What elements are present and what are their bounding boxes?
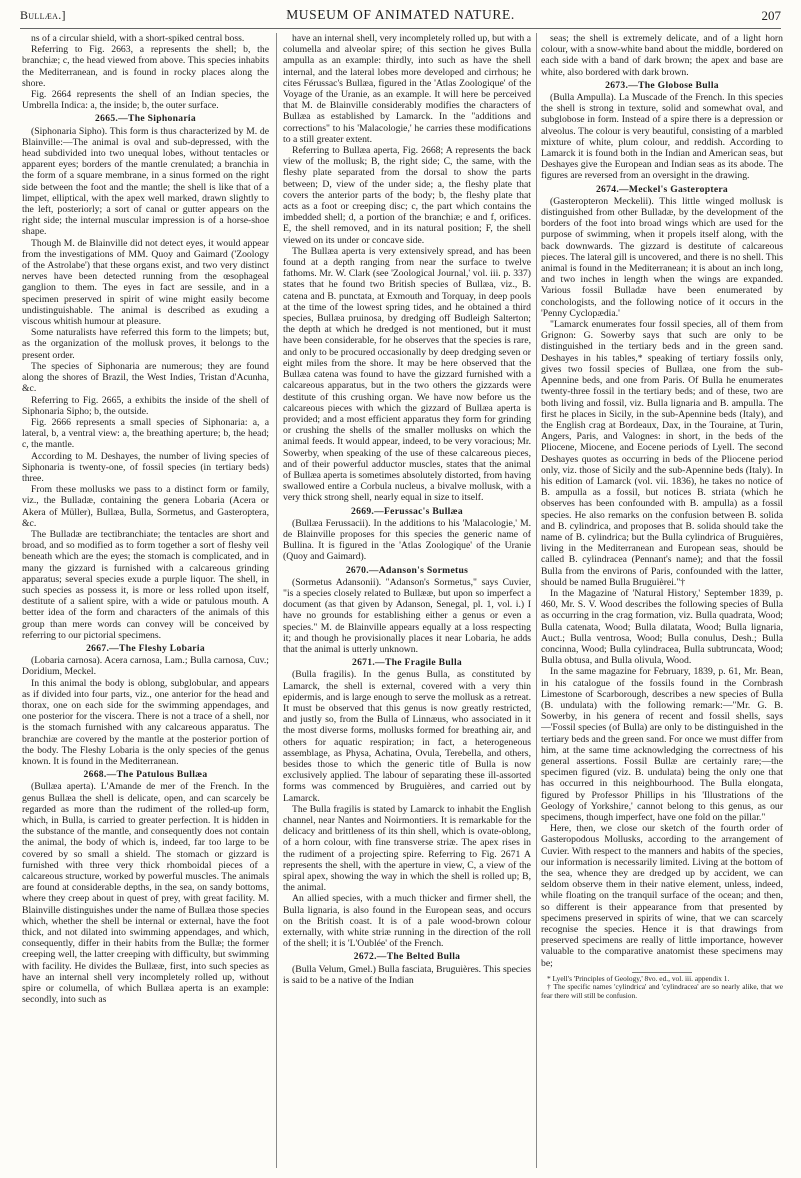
paragraph: The Bulladæ are tectibranchiate; the tentacles are short and broad, and so modified as to form together a sort of fleshy veil beneath which are the eyes; the stomach is complicated, and in many the gizzard is furnished with a calcareous grinding apparatus; several species exude a purple liquor. The shell, in such species as possess it, is more or less rolled upon itself, destitute of a salient spire, with a wide or patulous mouth. A better idea of the form and characters of the animals of this group than mere words can convey will be conceived by referring to our pictorial specimens. [22, 528, 269, 641]
paragraph: Referring to Fig. 2663, a represents the shell; b, the branchiæ; c, the head viewed from above. This species inhabits the Mediterranean, and is found in rocky places along the shore. [22, 44, 269, 89]
paragraph: The species of Siphonaria are numerous; they are found along the shores of Brazil, the West Indies, Tristan d'Acunha, &c. [22, 360, 269, 395]
section-heading: 2670.—Adanson's Sormetus [345, 564, 469, 576]
paragraph: In this animal the body is oblong, subglobular, and appears as if divided into four parts, viz., one anterior for the head and thorax, one on each side for the swimming appendages, and one posterior for the viscera. There is not a trace of a shell, nor is the stomach furnished with any calcareous apparatus. The branchiæ are covered by the mantle at the posterior portion of the body. The Fleshy Lobaria is the only species of the genus known. It is found in the Mediterranean. [22, 677, 269, 767]
paragraph: Some naturalists have referred this form to the limpets; but, as the organization of the mollusk proves, it belongs to the present order. [22, 327, 269, 361]
paragraph: Referring to Fig. 2665, a exhibits the inside of the shell of Siphonaria Sipho; b, the outside. [22, 394, 269, 417]
paragraph: (Sormetus Adansonii). "Adanson's Sormetus," says Cuvier, "is a species closely related to Bullææ, but upon so imperfect a document (as that given by Adanson, Senegal, pl. 1, vol. i.) I have no grounds for establishing either a genus or even a species." M. de Blainville appears equally at a loss respecting it; and though he provisionally places it near Lobaria, he adds that the animal is utterly unknown. [283, 576, 531, 655]
paragraph: (Bulla fragilis). In the genus Bulla, as constituted by Lamarck, the shell is external, covered with a very thin epidermis, and is large enough to serve the mollusk as a retreat. It must be observed that this genus is now greatly restricted, and justly so, from the Bulla of Linnæus, who associated in it the most diverse forms, mollusks formed for breathing air, and others for aquatic respiration; in fact, a heterogeneous assemblage, as Physa, Achatina, Ovula, Terebella, and others, besides those to which the generic title of Bulla is now exclusively applied. The labour of separating these ill-assorted forms was commenced by Bruguières, and carried out by Lamarck. [283, 669, 531, 804]
section-heading: 2674.—Meckel's Gasteroptera [595, 183, 729, 195]
section-heading: 2673.—The Globose Bulla [605, 79, 719, 91]
paragraph: "Lamarck enumerates four fossil species, all of them from Grignon: G. Sowerby says that such are only to be distinguished in the tertiary beds and in the green sand. Deshayes in his tables,* speaking of tertiary fossils only, gives two fossil species of Bullæa, one from the sub-Apennine beds, and one from Paris. Of Bulla he enumerates twenty-three fossil in the tertiary beds; and of these, two are both living and fossil, viz. Bulla lignaria and B. ampulla. The first he places in Sicily, in the sub-Apennine beds (Italy), and the English crag at Bordeaux, Dax, in the Touraine, at Turin, Angers, Paris, and Valognes: in short, in the beds of the Pliocene, Miocene, and Eocene periods of Lyell. The second Deshayes quotes as occurring in beds of the Pliocene period only, viz. those of Sicily and the sub-Apennine beds (Italy). In his edition of Lamarck (vol. vii. 1836), he takes no notice of B. ampulla as a fossil, but notices B. striata (which he observes has been confounded with B. ampulla) as a fossil species. He also remarks on the confusion between B. solida and B. cylindrica, and proposes that B. solida should take the name of B. cylindrica; but the Bulla cylindrica of Bruguières, living in the Mediterranean and European seas, should be called B. cylindracea (Pennant's name); and that the fossil Bulla from the environs of Paris, confounded with the latter, should be named Bulla Bruguièrei."† [541, 319, 783, 588]
paragraph: In the same magazine for February, 1839, p. 61, Mr. Bean, in his catalogue of the fossils found in the Cornbrash Limestone of Scarborough, describes a new species of Bulla (B. undulata) with the following remark:—"Mr. G. B. Sowerby, in his genera of recent and fossil shells, says—'Fossil species (of Bulla) are only to be distinguished in the tertiary beds and the green sand. For once we must differ from him, at the same time acknowledging the correctness of his general assertions. Fossil Bullæ are certainly rare;—the specimen figured (viz. B. undulata) being the only one that has occurred in this neighbourhood. The Bulla elongata, figured by Professor Phillips in his 'Illustrations of the Geology of Yorkshire,' cannot belong to this genus, as our specimens, though imperfect, have one fold on the pillar." [541, 666, 783, 824]
running-head-title: MUSEUM OF ANIMATED NATURE. [286, 7, 515, 22]
running-header [20, 6, 781, 28]
footnote: * Lyell's 'Principles of Geology,' 8vo. ed., vol. iii. appendix 1. [547, 973, 730, 983]
paragraph: Referring to Bullæa aperta, Fig. 2668; A represents the back view of the mollusk; B, the right side; C, the same, with the fleshy plate separated from the dorsal to show the parts between; D, view of the under side; a, the fleshy plate that covers the anterior parts of the body; b, the fleshy plate that acts as a foot or creeping disc; c, the part which contains the imbedded shell; d, a portion of the branchiæ; e and f, orifices. E, the shell removed, and in its natural position; F, the shell viewed on its under or concave side. [283, 145, 531, 246]
paragraph: An allied species, with a much thicker and firmer shell, the Bulla lignaria, is also found in the European seas, and occurs on the British coast. It is of a pale wood-brown colour externally, with white striæ running in the direction of the roll of the shell; it is 'L'Oublée' of the French. [283, 893, 531, 950]
paragraph: seas; the shell is extremely delicate, and of a light horn colour, with a snow-white band about the middle, bordered on each side with a band of dark brown; the apex and base are white, also bordered with dark brown. [541, 33, 783, 78]
column-divider-right [536, 33, 537, 1168]
paragraph: have an internal shell, very incompletely rolled up, but with a columella and alveolar spire; of this section he gives Bulla ampulla as an example: thirdly, into such as have the shell internal, and the lateral lobes more developed and cirrhous; he cites Férussac's Bullæa, figured in the 'Atlas Zoologique' of the Voyage of the Uranie, as an example. It will here be perceived that M. de Blainville considerably modifies the characters of Bullæa as established by Lamarck. In the "additions and corrections" to his 'Malacologie,' he carries these modifications to a still greater extent. [283, 33, 531, 145]
paragraph: (Gasteropteron Meckelii). This little winged mollusk is distinguished from other Bulladæ, by the development of the borders of the foot into broad wings which are used for the purpose of swimming, when it propels itself along, with the back downwards. The gizzard is destitute of calcareous pieces. The lateral gill is uncovered, and there is no shell. This animal is found in the Mediterranean; it is about an inch long, and two inches in length when the wings are expanded. Various fossil Bulladæ have been enumerated by conchologists, and the following notice of it occurs in the 'Penny Cyclopædia.' [541, 195, 783, 319]
paragraph: The Bulla fragilis is stated by Lamarck to inhabit the English channel, near Nantes and Noirmontiers. It is remarkable for the delicacy and brittleness of its thin shell, which is ovate-oblong, of a horn colour, with fine transverse striæ. The apex rises in the rudiment of a projecting spire. Referring to Fig. 2671 A represents the shell, with the aperture in view, C, a view of the spiral apex, showing the way in which the shell is rolled up; B, the animal. [283, 803, 531, 894]
section-heading: 2672.—The Belted Bulla [353, 951, 461, 963]
paragraph: (Bulla Ampulla). La Muscade of the French. In this species the shell is strong in texture, solid and somewhat oval, and subglobose in form. Instead of a spire there is a depression or alveolus. The colour is very beautiful, consisting of a marbled mixture of white, plum colour, and reddish. According to Lamarck it is found both in the Indian and American seas, but Deshayes give the European and Indian seas as its abode. The figures are reversed from an oversight in the drawing. [541, 92, 783, 182]
text-column-middle [283, 33, 531, 1171]
paragraph: From these mollusks we pass to a distinct form or family, viz., the Bulladæ, containing the genera Lobaria (Acera or Akera of Müller), Bullæa, Bulla, Sormetus, and Gasteroptera, &c. [22, 484, 269, 529]
footnote-rule [632, 972, 692, 973]
paragraph: The Bullæa aperta is very extensively spread, and has been found at a depth ranging from near the surface to twelve fathoms. Mr. W. Clark (see 'Zoological Journal,' vol. iii. p. 337) states that he found two British species of Bullæa, viz., B. catena and B. punctata, at Exmouth and Torquay, in deep pools at the time of the lowest spring tides, and he obtained a third species, Bullæa pruinosa, by dredging off Budleigh Salterton; the depth at which he dredged is not mentioned, but it must have been considerable, for he observes that the species is rare, and only to be procured occasionally by deep dredging seven or eight miles from the shore. It may be here observed that the Bullæa catena was found to have the gizzard furnished with a calcareous apparatus, but in the two others the gizzards were destitute of this crushing organ. We have now before us the calcareous pieces with which the gizzard of Bullæa aperta is provided; and a most efficient apparatus they form for grinding or crushing the shells of the smaller mollusks on which the animal feeds. It would appear, indeed, to be very voracious; Mr. Sowerby, when speaking of the use of these calcareous pieces, and of their powerful adductor muscles, states that the animal of Bullæa aperta is sometimes absolutely distorted, from having swallowed entire a Corbula nucleus, a bivalve mollusk, with a very thick strong shell, nearly equal in size to itself. [283, 245, 531, 504]
paragraph: In the Magazine of 'Natural History,' September 1839, p. 460, Mr. S. V. Wood describes the following species of Bulla as occurring in the crag formation, viz. Bulla quadrata, Wood; Bulla catenata, Wood; Bulla dilatata, Wood; Bulla lignaria, Auct.; Bulla ventrosa, Wood; Bulla conulus, Desh.; Bulla concinna, Wood; Bulla cylindracea, Bulla subtruncata, Wood; Bulla obtusa, and Bulla olivula, Wood. [541, 587, 783, 667]
paragraph: (Bullæa aperta). L'Amande de mer of the French. In the genus Bullæa the shell is delicate, open, and can scarcely be regarded as more than the rudiment of the rolled-up form, which, in Bulla, is carried to greater perfection. It is hidden in the substance of the mantle, and consequently does not contain the animal, the body of which is, indeed, far too large to be covered by so small a shield. The stomach or gizzard is furnished with three very thick rhomboidal pieces of a calcareous structure, worked by powerful muscles. The animals are found at considerable depths, in the sea, on sandy bottoms, where they creep about in quest of prey, with great facility. M. Blainville distinguishes under the name of Bullæa those species which, whether the shell be internal or external, have the foot thick, and not dilated into swimming appendages, and which, consequently, differ in their habits from the Bullæ; the former creeping well, the latter creeping with difficulty, but swimming with facility. He divides the Bullææ, first, into such species as have an internal shell very incompletely rolled up, without spire or columella, of which Bullæa aperta is an example: secondly, into such as [22, 781, 269, 1006]
paragraph: Fig. 2666 represents a small species of Siphonaria: a, a lateral, b, a ventral view: a, the breathing aperture; b, the head; c, the mantle. [22, 416, 269, 451]
paragraph: (Siphonaria Sipho). This form is thus characterized by M. de Blainville:—The animal is oval and sub-depressed, with the head subdivided into two unequal lobes, without tentacles or apparent eyes; borders of the mantle crenulated; a branchia in the form of a square membrane, in a sinus formed on the right side between the foot and the mantle; the shell is like that of a limpet, elliptical, with the apex well marked, drawn slightly to the left, posteriorly; a sort of canal or gutter appears on the right side; the internal muscular impression is of a horse-shoe shape. [22, 125, 269, 238]
text-column-left [22, 33, 269, 1171]
section-heading: 2669.—Ferussac's Bullæa [351, 505, 463, 517]
paragraph: Here, then, we close our sketch of the fourth order of Gasteropodous Mollusks, according to the arrangement of Cuvier. With respect to the manners and habits of the species, our information is necessarily limited. Living at the bottom of the sea, whence they are dredged up by accident, we can seldom observe them in their native element, unless, indeed, while floating on the tranquil surface of the ocean; and then, so different is their appearance from that presented by specimens preserved in spirits of wine, that we can scarcely recognise the species. Hence it is that drawings from preserved specimens are really of little importance, however valuable to the comparative anatomist these specimens may be; [541, 823, 783, 969]
paragraph: (Bullæa Ferussacii). In the additions to his 'Malacologie,' M. de Blainville proposes for this species the generic name of Bullina. It is figured in the 'Atlas Zoologique' of the Uranie (Quoy and Gaimard). [283, 517, 531, 563]
paragraph: Fig. 2664 represents the shell of an Indian species, the Umbrella Indica: a, the inside; b, the outer surface. [22, 89, 269, 112]
header-rule [20, 28, 781, 29]
section-heading: 2665.—The Siphonaria [95, 113, 196, 125]
footnote: † The specific names 'cylindrica' and 'cylindracea' are so nearly alike, that we fear there will still be confusion. [541, 982, 783, 1000]
section-heading: 2671.—The Fragile Bulla [351, 657, 463, 669]
paragraph: (Bulla Velum, Gmel.) Bulla fasciata, Bruguières. This species is said to be a native of the Indian [283, 963, 531, 986]
paragraph: According to M. Deshayes, the number of living species of Siphonaria is twenty-one, of fossil species (in tertiary beds) three. [22, 450, 269, 484]
paragraph: ns of a circular shield, with a short-spiked central boss. [31, 33, 245, 44]
running-head-section: Bullæa.] [20, 8, 66, 22]
section-heading: 2667.—The Fleshy Lobaria [86, 642, 205, 654]
page-number: 207 [761, 8, 781, 23]
column-divider-left [276, 33, 277, 1168]
text-column-right [541, 33, 783, 1171]
paragraph: Though M. de Blainville did not detect eyes, it would appear from the investigations of MM. Quoy and Gaimard ('Zoology of the Astrolabe') that these organs exist, and two very distinct nerves have been detected running from the œsophageal ganglion to them. The eyes in fact are sessile, and in a specimen preserved in spirit of wine might easily become undistinguishable. The animal is described as exuding a viscous whitish humour at pleasure. [22, 237, 269, 328]
section-heading: 2668.—The Patulous Bullæa [83, 769, 208, 781]
paragraph: (Lobaria carnosa). Acera carnosa, Lam.; Bulla carnosa, Cuv.; Doridium, Meckel. [22, 655, 269, 678]
